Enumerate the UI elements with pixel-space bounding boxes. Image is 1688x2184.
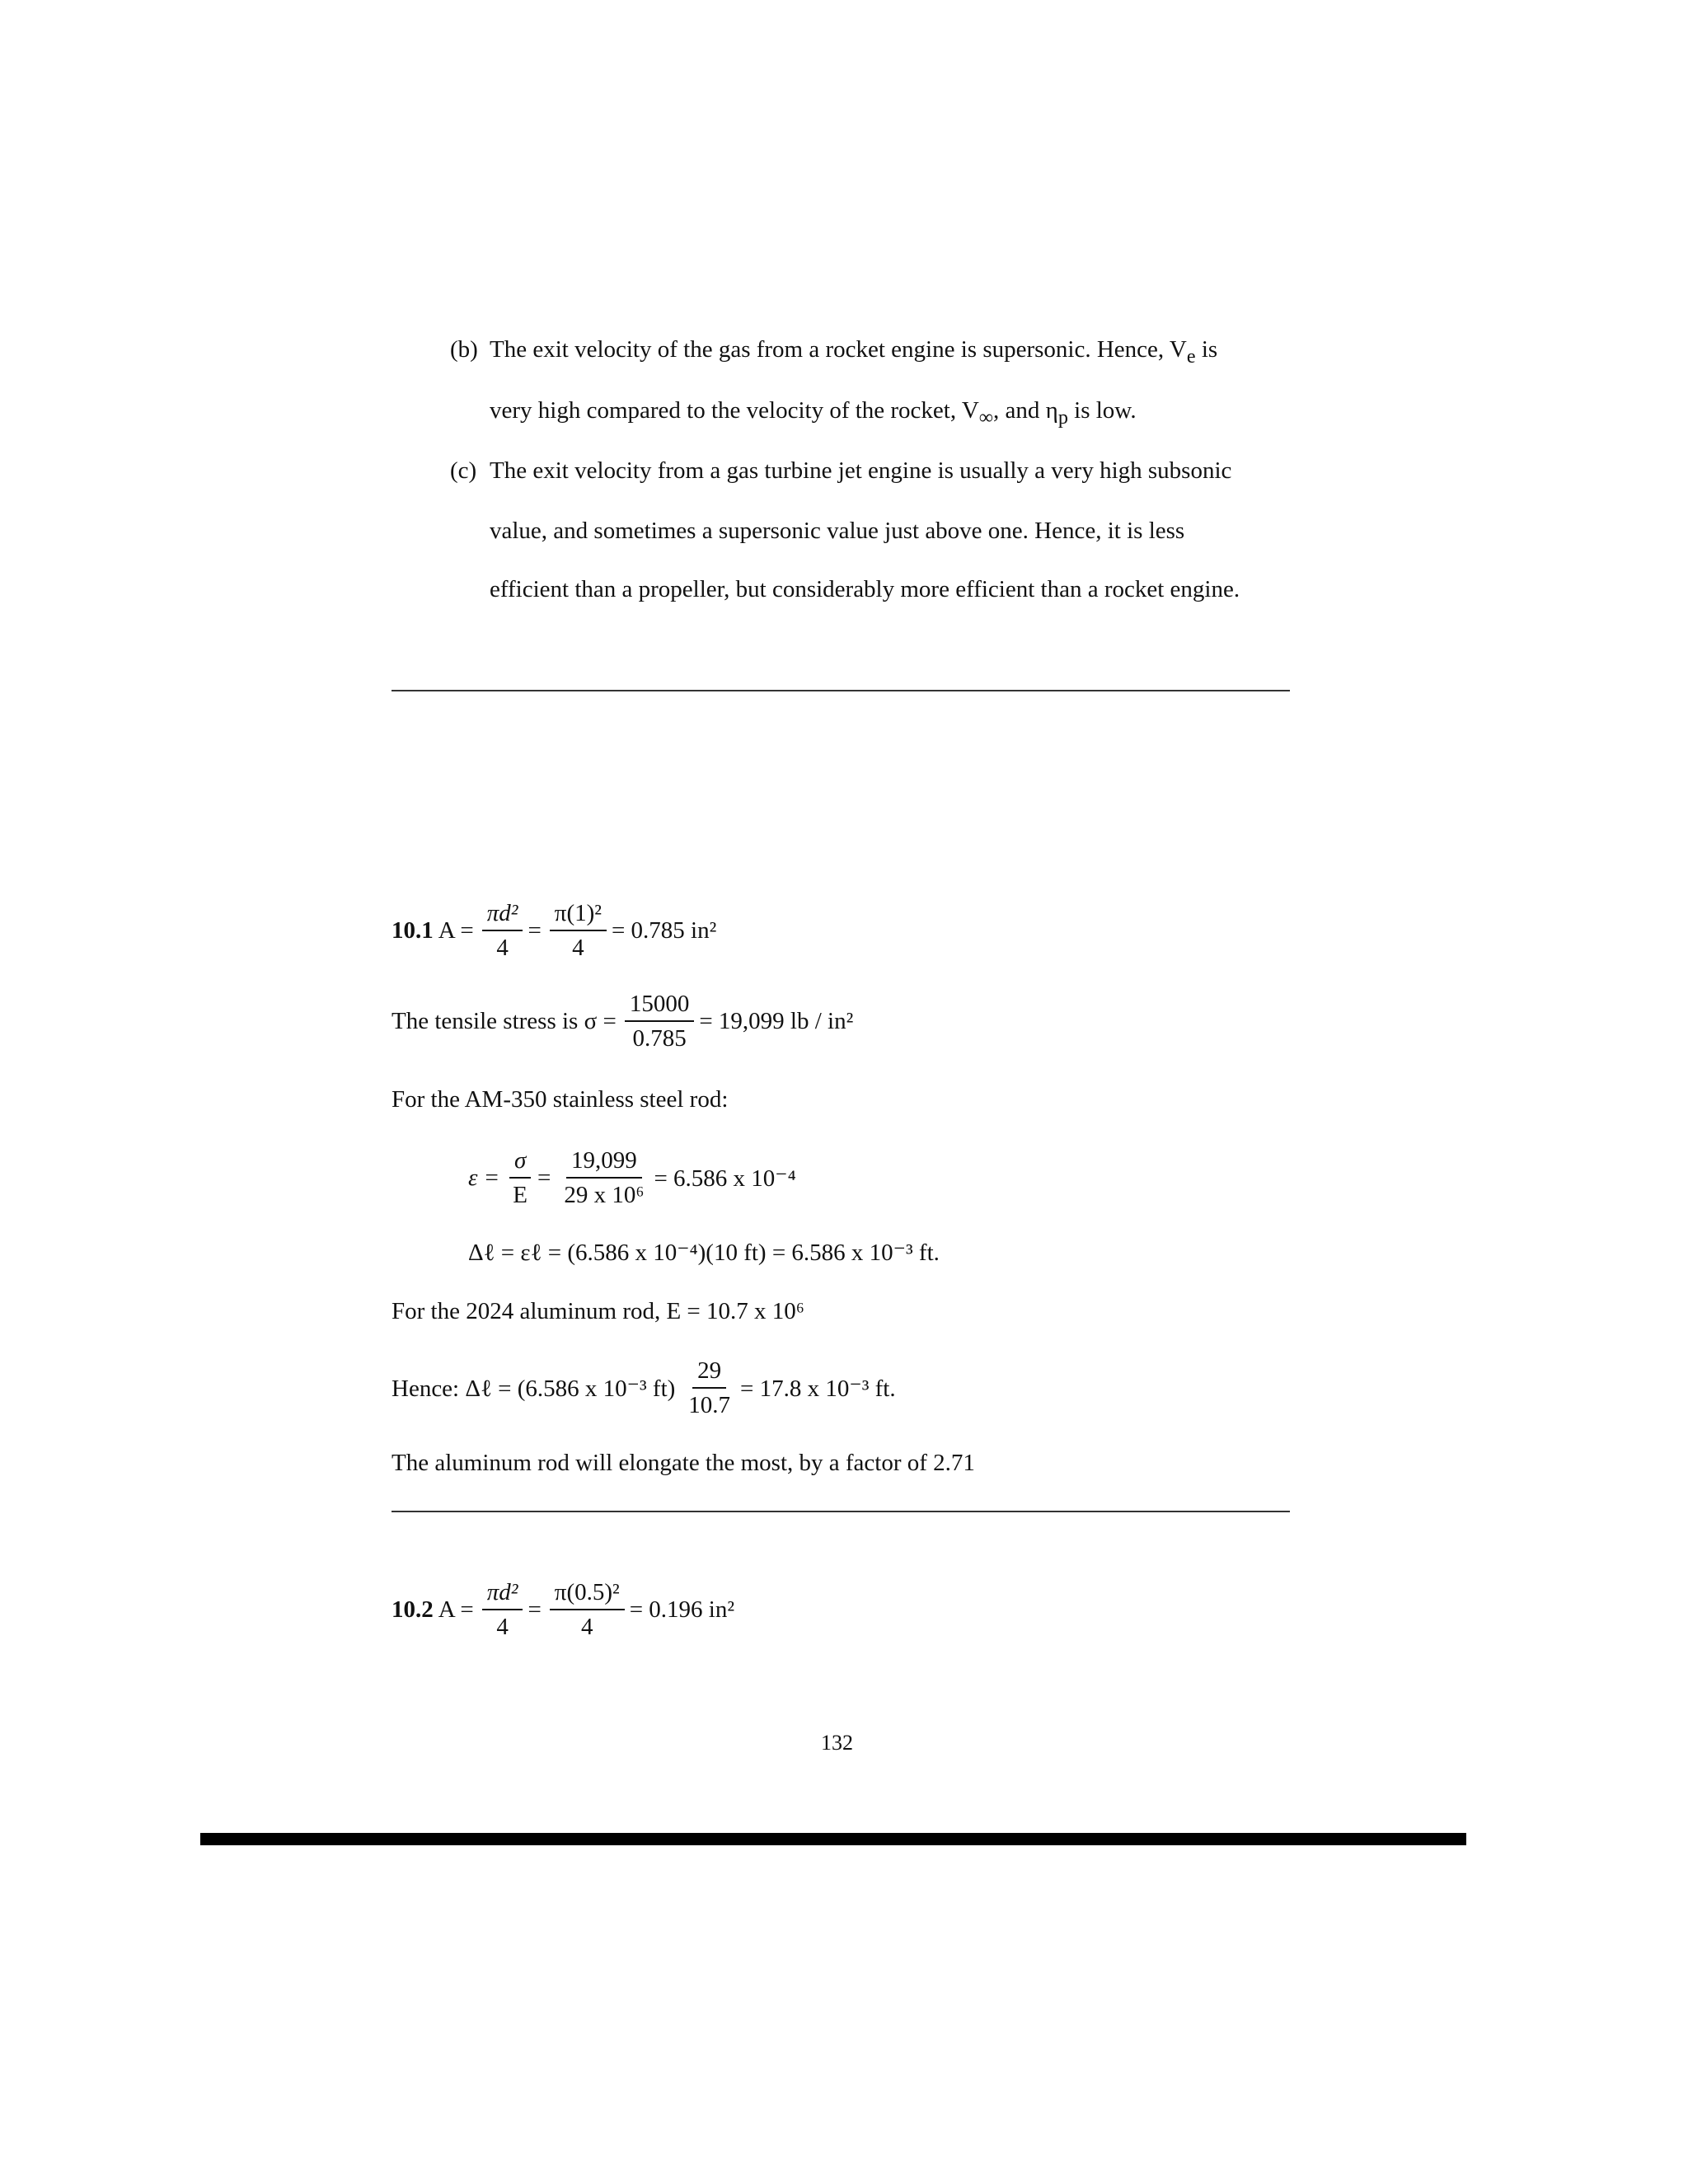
fraction-pi-d2-over-4: $\frac{\text{πd²}}{4}$ <box>482 1577 523 1642</box>
problem-number-10-2: 10.2 <box>392 1596 434 1623</box>
p101-elongation-aluminum: Hence: Δℓ = (6.586 x 10⁻³ ft) $\frac{29}{10.7}$ = 17.8 x 10⁻³ ft. <box>392 1357 896 1418</box>
answer-b-line2: very high compared to the velocity of the rocket, $V_\infty$, and $\eta_p$ is low. <box>490 397 1137 429</box>
fraction-29-over-10-7: $\frac{29}{10.7}$ <box>688 1357 731 1418</box>
answer-b <box>450 335 478 364</box>
answer-c-line1: The exit velocity from a gas turbine jet engine is usually a very high subsonic <box>490 457 1232 484</box>
page-number: 132 <box>821 1731 853 1755</box>
fraction-strain-value: $\frac{19,099}{\text{29 x 10⁶}}$ <box>564 1147 645 1208</box>
problem-number-10-1: 10.1 <box>392 916 434 944</box>
fraction-pi-d2-over-4: $\frac{\text{πd²}}{4}$ <box>482 898 523 963</box>
page-bottom-bar <box>200 1833 1466 1845</box>
fraction-pi-1-over-4: $\frac{\text{π(1)²}}{4}$ <box>550 898 607 963</box>
answer-b-label: (b) <box>450 336 478 363</box>
fraction-sigma-over-e: $\frac{\sigma}{E}$ <box>508 1146 532 1210</box>
p101-strain-equation: ε = $\frac{\sigma}{E}$ = $\frac{19,099}{\text{29 x 10⁶}}$ = 6.586 x 10⁻⁴ <box>468 1147 796 1208</box>
section-divider-2 <box>392 1511 1290 1512</box>
answer-b-line1: The exit velocity of the gas from a rocket engine is supersonic. Hence, $V_e$ is <box>490 336 1218 368</box>
answer-c-line3: efficient than a propeller, but considerably more efficient than a rocket engine. <box>490 576 1240 602</box>
p101-aluminum-text: For the 2024 aluminum rod, E = 10.7 x 10⁶ <box>392 1298 804 1324</box>
answer-c-label: (c) <box>450 457 477 484</box>
fraction-pi-0-5-over-4: $\frac{\text{π(0.5)²}}{4}$ <box>550 1577 625 1642</box>
answer-c-line2: value, and sometimes a supersonic value just above one. Hence, it is less <box>490 518 1185 544</box>
p101-conclusion: The aluminum rod will elongate the most, by a factor of 2.71 <box>392 1450 975 1476</box>
p102-area-equation: 10.2 A = $\frac{\text{πd²}}{4}$ = $\frac{\text{π(0.5)²}}{4}$ = 0.196 in² <box>392 1579 735 1640</box>
p101-am350-text: For the AM-350 stainless steel rod: <box>392 1086 729 1113</box>
fraction-stress: $\frac{15000}{0.785}$ <box>625 989 695 1053</box>
section-divider-1 <box>392 690 1290 691</box>
p101-area-equation: 10.1 A = $\frac{\text{πd²}}{4}$ = $\frac{\text{π(1)²}}{4}$ = 0.785 in² <box>392 900 717 961</box>
p101-elongation-steel: Δℓ = εℓ = (6.586 x 10⁻⁴)(10 ft) = 6.586 x 10⁻³ ft. <box>468 1240 940 1266</box>
p101-stress-equation: The tensile stress is σ = $\frac{15000}{0.785}$ = 19,099 lb / in² <box>392 991 854 1052</box>
